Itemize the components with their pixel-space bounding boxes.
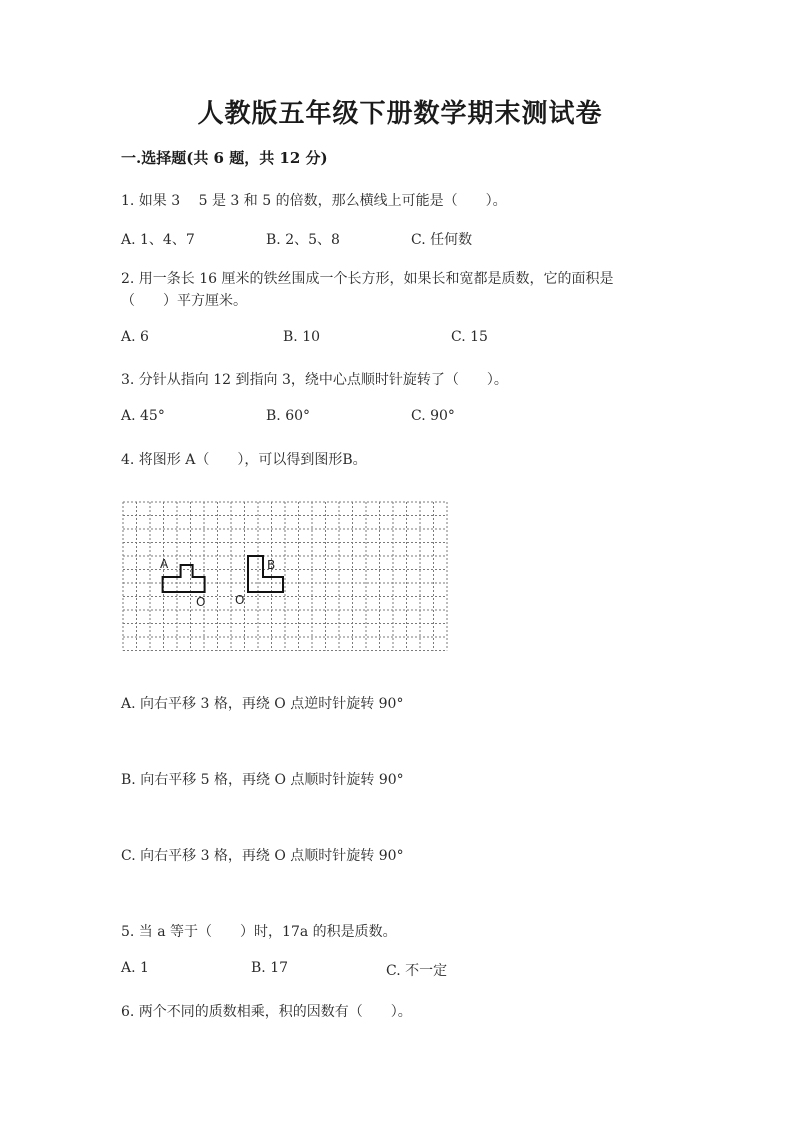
question-2-stem-line-1: 2. 用一条长 16 厘米的铁丝围成一个长方形，如果长和宽都是质数，它的面积是 <box>121 271 614 287</box>
question-3-option-a: A. 45° <box>121 408 165 424</box>
shape-b-label: B <box>267 558 276 572</box>
question-1-stem: 1. 如果 3 5 是 3 和 5 的倍数，那么横线上可能是（ ）。 <box>121 193 507 209</box>
rotation-center-label-1: O <box>196 595 206 609</box>
question-2-option-a: A. 6 <box>121 329 149 345</box>
question-3-option-b: B. 60° <box>266 408 311 424</box>
grid-figure <box>122 500 448 652</box>
page-title: 人教版五年级下册数学期末测试卷 <box>197 99 603 129</box>
question-2-option-b: B. 10 <box>283 329 321 345</box>
section-heading: 一.选择题(共 6 题，共 12 分) <box>121 149 328 167</box>
question-5-stem: 5. 当 a 等于（ ）时，17a 的积是质数。 <box>121 924 397 940</box>
question-1-option-b: B. 2、5、8 <box>266 232 340 248</box>
question-4-option-a: A. 向右平移 3 格，再绕 O 点逆时针旋转 90° <box>121 696 404 712</box>
question-3-option-c: C. 90° <box>411 408 455 424</box>
question-5-option-a: A. 1 <box>121 960 149 976</box>
question-4-stem: 4. 将图形 A（ ），可以得到图形B。 <box>121 452 367 468</box>
question-1-option-c: C. 任何数 <box>411 232 473 248</box>
question-2-stem-line-2: （ ）平方厘米。 <box>121 293 247 309</box>
shape-a-label: A <box>160 557 169 571</box>
question-2-option-c: C. 15 <box>451 329 488 345</box>
question-1-option-a: A. 1、4、7 <box>121 232 195 248</box>
shape-b <box>248 556 283 592</box>
question-5-option-c: C. 不一定 <box>386 963 448 979</box>
question-4-option-c: C. 向右平移 3 格，再绕 O 点顺时针旋转 90° <box>121 848 404 864</box>
question-6-stem: 6. 两个不同的质数相乘，积的因数有（ ）。 <box>121 1004 412 1020</box>
question-4-option-b: B. 向右平移 5 格，再绕 O 点顺时针旋转 90° <box>121 772 404 788</box>
rotation-center-label-2: O <box>235 593 245 607</box>
question-5-option-b: B. 17 <box>251 960 289 976</box>
question-3-stem: 3. 分针从指向 12 到指向 3，绕中心点顺时针旋转了（ ）。 <box>121 372 508 388</box>
